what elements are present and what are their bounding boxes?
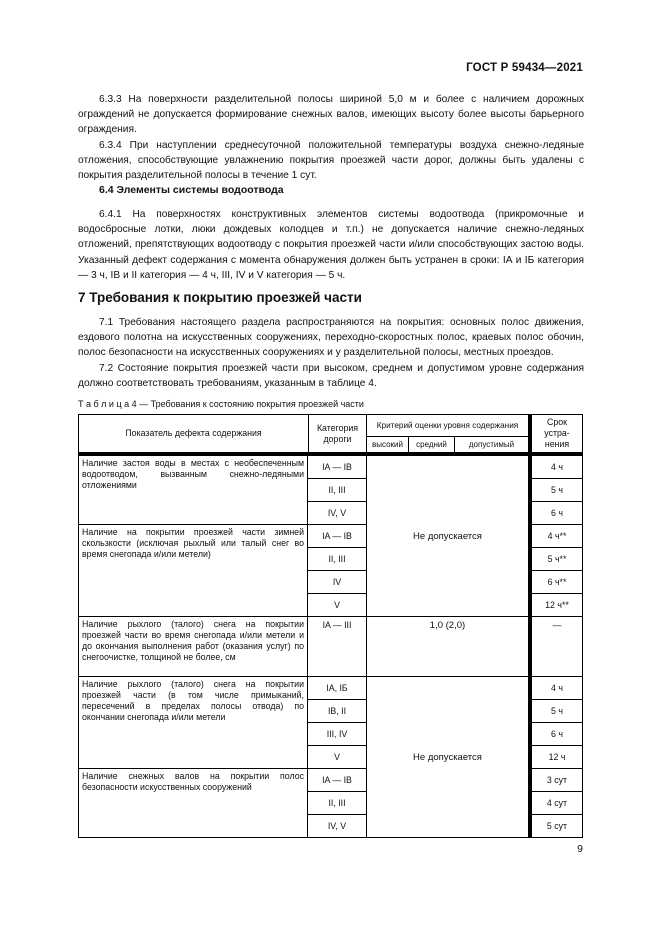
- paragraph-7-1: 7.1 Требования настоящего раздела распространяются на покрытия: основных полос движения, ездового полотна на искусственных сооружениях, переходно-скоростных полос, краевых полос обочин, полос безопасности на искусственных сооружениях и у разделительной полосы, местных проездов.: [78, 317, 584, 359]
- term-cell: 4 сут: [546, 797, 568, 808]
- header-term: Срок устра-нения: [544, 417, 570, 449]
- category-cell: IA — III: [322, 620, 352, 630]
- category-cell: II, III: [328, 553, 346, 564]
- header-criterion: Критерий оценки уровня содержания: [376, 420, 519, 430]
- defect-4-text: Наличие рыхлого (талого) снега на покрытии проезжей части (в том числе примыканий, пересечений в пределах полосы отвода) по окончании снегопада и/или метели: [82, 679, 304, 722]
- defect-1-text: Наличие застоя воды в местах с необеспеченным водоотводом, вызванным снежно-ледяными отложениями: [82, 458, 304, 490]
- term-cell: —: [552, 620, 562, 630]
- term-cell: 4 ч: [551, 461, 563, 472]
- section-6-4-text: [78, 207, 584, 283]
- category-cell: V: [334, 599, 340, 610]
- category-cell: IA — IB: [322, 461, 352, 472]
- paragraph-6-4-1: 6.4.1 На поверхностях конструктивных элементов системы водоотвода (прикромочные и водосбросные лотки, люки дождевых колодцев и т.п.) не допускается наличие снежно-ледяных отложений, препятствующих водоотводу с покрытия проезжей части и/или способствующих застою воды. Указанный дефект содержания с момента обнаружения должен быть устранен в сроки: IА и IБ категория — 3 ч, IВ и II категория — 4 ч, III, IV и V категория — 5 ч.: [78, 209, 584, 281]
- term-cell: 3 сут: [546, 774, 568, 785]
- table-row: [78, 677, 583, 700]
- header-road-category: Категория дороги: [316, 422, 359, 444]
- term-cell: 6 ч: [551, 728, 563, 739]
- section-7-text: [78, 315, 584, 391]
- category-cell: III, IV: [326, 728, 348, 739]
- header-level-medium: средний: [416, 440, 447, 450]
- page-number: 9: [577, 843, 583, 855]
- table-row: [78, 456, 583, 479]
- category-cell: IA — IB: [322, 774, 352, 785]
- category-cell: IA, IБ: [326, 682, 348, 693]
- table-caption-title: 4 — Требования к состоянию покрытия проезжей части: [129, 399, 364, 409]
- term-cell: 4 ч**: [547, 530, 567, 541]
- term-cell: 5 ч**: [547, 553, 567, 564]
- paragraph-6-3-4: 6.3.4 При наступлении среднесуточной положительной температуры воздуха снежно-ледяные отложения, способствующие увлажнению покрытия проезжей части дорог, должны быть удалены с покрытия разделительной полосы в течение 1 сут.: [78, 139, 584, 182]
- term-cell: 5 ч: [551, 484, 563, 495]
- term-cell: 5 сут: [546, 820, 568, 831]
- term-cell: 6 ч: [551, 507, 563, 518]
- table-caption-lead: Т а б л и ц а: [78, 399, 130, 409]
- category-cell: IV: [332, 576, 342, 587]
- header-level-acceptable: допустимый: [468, 440, 515, 450]
- paragraph-7-2: 7.2 Состояние покрытия проезжей части при высоком, среднем и допустимом уровне содержания должно соответствовать требованиям, указанным в таблице 4.: [78, 362, 584, 389]
- term-cell: 4 ч: [551, 682, 563, 693]
- defect-2-text: Наличие на покрытии проезжей части зимней скользкости (исключая рыхлый или талый снег во время снегопада и/или метели): [82, 527, 304, 559]
- category-cell: II, III: [328, 484, 346, 495]
- document-header: ГОСТ Р 59434—2021: [466, 62, 583, 74]
- paragraph-6-3-3: 6.3.3 На поверхности разделительной полосы шириной 5,0 м и более с наличием дорожных ограждений не допускается формирование снежных валов, имеющих высоту более высоты барьерного ограждения.: [78, 94, 584, 136]
- category-cell: IV, V: [327, 507, 347, 518]
- section-6-3-text: [78, 92, 584, 183]
- requirements-table: [78, 414, 583, 838]
- heading-section-7: 7 Требования к покрытию проезжей части: [78, 290, 362, 305]
- category-cell: IB, II: [327, 705, 347, 716]
- header-level-high: высокий: [372, 440, 403, 450]
- category-cell: IV, V: [327, 820, 347, 831]
- table-caption: [78, 399, 364, 409]
- criterion-not-allowed-1: Не допускается: [413, 530, 482, 542]
- term-cell: 12 ч**: [545, 599, 569, 610]
- category-cell: II, III: [328, 797, 346, 808]
- table-row: [78, 617, 583, 677]
- criterion-snow-depth: 1,0 (2,0): [429, 620, 466, 631]
- category-cell: V: [334, 751, 340, 762]
- category-cell: IA — IB: [322, 530, 352, 541]
- term-cell: 5 ч: [551, 705, 563, 716]
- defect-5-text: Наличие снежных валов на покрытии полос безопасности искусственных сооружений: [82, 771, 304, 792]
- term-cell: 6 ч**: [547, 576, 567, 587]
- criterion-not-allowed-2: Не допускается: [413, 751, 482, 763]
- heading-6-4: 6.4 Элементы системы водоотвода: [99, 184, 284, 196]
- defect-3-text: Наличие рыхлого (талого) снега на покрытии проезжей части во время снегопада и/или метели и до окончания выполнения работ (оказания услуг) по снегоочистке, толщиной не более, см: [82, 619, 304, 662]
- term-cell: 12 ч: [548, 751, 566, 762]
- header-defect: Показатель дефекта содержания: [125, 428, 262, 438]
